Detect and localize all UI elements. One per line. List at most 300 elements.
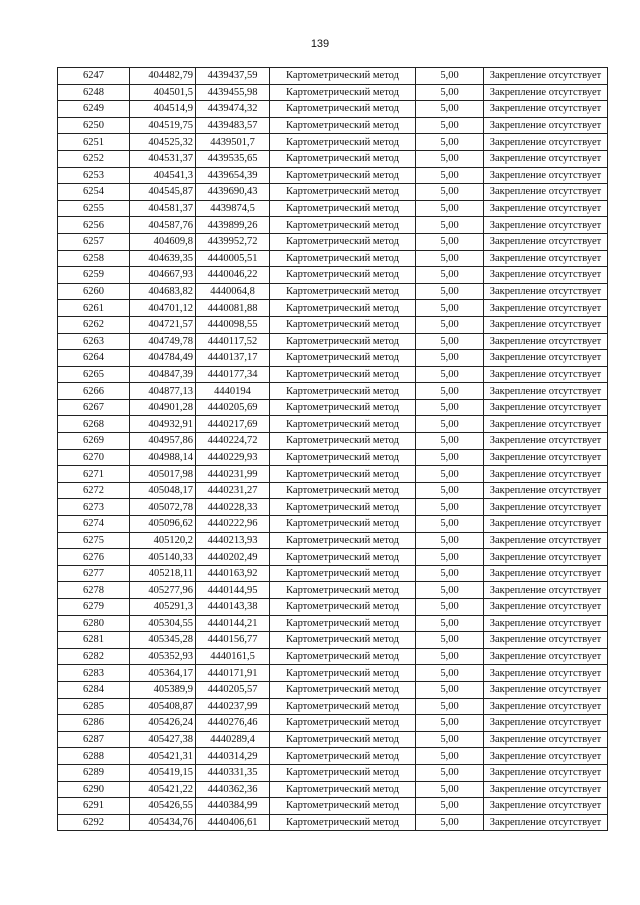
table-row bbox=[58, 764, 608, 781]
table-row bbox=[58, 217, 608, 234]
table-row bbox=[58, 549, 608, 566]
accuracy-cell: 5,00 bbox=[416, 300, 484, 317]
x-coordinate-cell: 405364,17 bbox=[130, 665, 196, 682]
method-cell: Картометрический метод bbox=[270, 665, 416, 682]
x-coordinate-cell: 405072,78 bbox=[130, 499, 196, 516]
accuracy-cell: 5,00 bbox=[416, 615, 484, 632]
y-coordinate-cell: 4440098,55 bbox=[196, 316, 270, 333]
point-number-cell: 6273 bbox=[58, 499, 130, 516]
method-cell: Картометрический метод bbox=[270, 715, 416, 732]
table-row bbox=[58, 350, 608, 367]
point-number-cell: 6276 bbox=[58, 549, 130, 566]
fixing-description-cell: Закрепление отсутствует bbox=[484, 217, 608, 234]
fixing-description-cell: Закрепление отсутствует bbox=[484, 350, 608, 367]
method-cell: Картометрический метод bbox=[270, 267, 416, 284]
method-cell: Картометрический метод bbox=[270, 615, 416, 632]
x-coordinate-cell: 404701,12 bbox=[130, 300, 196, 317]
x-coordinate-cell: 404519,75 bbox=[130, 117, 196, 134]
fixing-description-cell: Закрепление отсутствует bbox=[484, 681, 608, 698]
page-number: 139 bbox=[310, 38, 330, 50]
method-cell: Картометрический метод bbox=[270, 632, 416, 649]
fixing-description-cell: Закрепление отсутствует bbox=[484, 698, 608, 715]
x-coordinate-cell: 404988,14 bbox=[130, 449, 196, 466]
table-row bbox=[58, 814, 608, 831]
method-cell: Картометрический метод bbox=[270, 366, 416, 383]
table-row bbox=[58, 449, 608, 466]
table-row bbox=[58, 134, 608, 151]
accuracy-cell: 5,00 bbox=[416, 781, 484, 798]
point-number-cell: 6280 bbox=[58, 615, 130, 632]
accuracy-cell: 5,00 bbox=[416, 632, 484, 649]
y-coordinate-cell: 4439899,26 bbox=[196, 217, 270, 234]
method-cell: Картометрический метод bbox=[270, 565, 416, 582]
x-coordinate-cell: 404525,32 bbox=[130, 134, 196, 151]
y-coordinate-cell: 4439501,7 bbox=[196, 134, 270, 151]
fixing-description-cell: Закрепление отсутствует bbox=[484, 449, 608, 466]
accuracy-cell: 5,00 bbox=[416, 84, 484, 101]
table-row bbox=[58, 184, 608, 201]
method-cell: Картометрический метод bbox=[270, 68, 416, 85]
point-number-cell: 6248 bbox=[58, 84, 130, 101]
table-row bbox=[58, 632, 608, 649]
table-row bbox=[58, 416, 608, 433]
y-coordinate-cell: 4440144,21 bbox=[196, 615, 270, 632]
method-cell: Картометрический метод bbox=[270, 764, 416, 781]
fixing-description-cell: Закрепление отсутствует bbox=[484, 84, 608, 101]
x-coordinate-cell: 405389,9 bbox=[130, 681, 196, 698]
point-number-cell: 6260 bbox=[58, 283, 130, 300]
method-cell: Картометрический метод bbox=[270, 167, 416, 184]
method-cell: Картометрический метод bbox=[270, 416, 416, 433]
fixing-description-cell: Закрепление отсутствует bbox=[484, 632, 608, 649]
fixing-description-cell: Закрепление отсутствует bbox=[484, 233, 608, 250]
y-coordinate-cell: 4439952,72 bbox=[196, 233, 270, 250]
y-coordinate-cell: 4440213,93 bbox=[196, 532, 270, 549]
accuracy-cell: 5,00 bbox=[416, 582, 484, 599]
x-coordinate-cell: 404587,76 bbox=[130, 217, 196, 234]
fixing-description-cell: Закрепление отсутствует bbox=[484, 715, 608, 732]
point-number-cell: 6254 bbox=[58, 184, 130, 201]
point-number-cell: 6285 bbox=[58, 698, 130, 715]
y-coordinate-cell: 4440205,57 bbox=[196, 681, 270, 698]
accuracy-cell: 5,00 bbox=[416, 516, 484, 533]
point-number-cell: 6266 bbox=[58, 383, 130, 400]
table-row bbox=[58, 101, 608, 118]
point-number-cell: 6291 bbox=[58, 798, 130, 815]
fixing-description-cell: Закрепление отсутствует bbox=[484, 433, 608, 450]
fixing-description-cell: Закрепление отсутствует bbox=[484, 599, 608, 616]
table-row bbox=[58, 648, 608, 665]
table-row bbox=[58, 599, 608, 616]
table-row bbox=[58, 167, 608, 184]
y-coordinate-cell: 4440362,36 bbox=[196, 781, 270, 798]
accuracy-cell: 5,00 bbox=[416, 416, 484, 433]
fixing-description-cell: Закрепление отсутствует bbox=[484, 267, 608, 284]
method-cell: Картометрический метод bbox=[270, 466, 416, 483]
fixing-description-cell: Закрепление отсутствует bbox=[484, 200, 608, 217]
method-cell: Картометрический метод bbox=[270, 781, 416, 798]
fixing-description-cell: Закрепление отсутствует bbox=[484, 150, 608, 167]
method-cell: Картометрический метод bbox=[270, 117, 416, 134]
y-coordinate-cell: 4440229,93 bbox=[196, 449, 270, 466]
x-coordinate-cell: 404957,86 bbox=[130, 433, 196, 450]
y-coordinate-cell: 4440137,17 bbox=[196, 350, 270, 367]
method-cell: Картометрический метод bbox=[270, 482, 416, 499]
fixing-description-cell: Закрепление отсутствует bbox=[484, 300, 608, 317]
point-number-cell: 6262 bbox=[58, 316, 130, 333]
x-coordinate-cell: 405421,22 bbox=[130, 781, 196, 798]
point-number-cell: 6274 bbox=[58, 516, 130, 533]
fixing-description-cell: Закрепление отсутствует bbox=[484, 482, 608, 499]
x-coordinate-cell: 405017,98 bbox=[130, 466, 196, 483]
accuracy-cell: 5,00 bbox=[416, 466, 484, 483]
accuracy-cell: 5,00 bbox=[416, 399, 484, 416]
fixing-description-cell: Закрепление отсутствует bbox=[484, 781, 608, 798]
x-coordinate-cell: 404514,9 bbox=[130, 101, 196, 118]
x-coordinate-cell: 405140,33 bbox=[130, 549, 196, 566]
method-cell: Картометрический метод bbox=[270, 184, 416, 201]
method-cell: Картометрический метод bbox=[270, 798, 416, 815]
point-number-cell: 6261 bbox=[58, 300, 130, 317]
y-coordinate-cell: 4440289,4 bbox=[196, 731, 270, 748]
table-row bbox=[58, 748, 608, 765]
accuracy-cell: 5,00 bbox=[416, 283, 484, 300]
table-row bbox=[58, 267, 608, 284]
table-row bbox=[58, 117, 608, 134]
x-coordinate-cell: 404749,78 bbox=[130, 333, 196, 350]
fixing-description-cell: Закрепление отсутствует bbox=[484, 764, 608, 781]
y-coordinate-cell: 4440064,8 bbox=[196, 283, 270, 300]
fixing-description-cell: Закрепление отсутствует bbox=[484, 499, 608, 516]
fixing-description-cell: Закрепление отсутствует bbox=[484, 399, 608, 416]
y-coordinate-cell: 4439455,98 bbox=[196, 84, 270, 101]
fixing-description-cell: Закрепление отсутствует bbox=[484, 250, 608, 267]
coordinates-table bbox=[57, 67, 608, 831]
y-coordinate-cell: 4440276,46 bbox=[196, 715, 270, 732]
x-coordinate-cell: 404683,82 bbox=[130, 283, 196, 300]
point-number-cell: 6249 bbox=[58, 101, 130, 118]
method-cell: Картометрический метод bbox=[270, 316, 416, 333]
y-coordinate-cell: 4440005,51 bbox=[196, 250, 270, 267]
x-coordinate-cell: 405408,87 bbox=[130, 698, 196, 715]
x-coordinate-cell: 404847,39 bbox=[130, 366, 196, 383]
x-coordinate-cell: 405218,11 bbox=[130, 565, 196, 582]
x-coordinate-cell: 404877,13 bbox=[130, 383, 196, 400]
y-coordinate-cell: 4440231,27 bbox=[196, 482, 270, 499]
point-number-cell: 6275 bbox=[58, 532, 130, 549]
table-row bbox=[58, 565, 608, 582]
point-number-cell: 6283 bbox=[58, 665, 130, 682]
method-cell: Картометрический метод bbox=[270, 516, 416, 533]
accuracy-cell: 5,00 bbox=[416, 383, 484, 400]
y-coordinate-cell: 4439535,65 bbox=[196, 150, 270, 167]
y-coordinate-cell: 4439874,5 bbox=[196, 200, 270, 217]
method-cell: Картометрический метод bbox=[270, 681, 416, 698]
x-coordinate-cell: 404482,79 bbox=[130, 68, 196, 85]
table-row bbox=[58, 399, 608, 416]
method-cell: Картометрический метод bbox=[270, 283, 416, 300]
accuracy-cell: 5,00 bbox=[416, 499, 484, 516]
method-cell: Картометрический метод bbox=[270, 814, 416, 831]
point-number-cell: 6251 bbox=[58, 134, 130, 151]
x-coordinate-cell: 405120,2 bbox=[130, 532, 196, 549]
y-coordinate-cell: 4440331,35 bbox=[196, 764, 270, 781]
method-cell: Картометрический метод bbox=[270, 549, 416, 566]
fixing-description-cell: Закрепление отсутствует bbox=[484, 316, 608, 333]
point-number-cell: 6256 bbox=[58, 217, 130, 234]
method-cell: Картометрический метод bbox=[270, 250, 416, 267]
fixing-description-cell: Закрепление отсутствует bbox=[484, 333, 608, 350]
x-coordinate-cell: 405277,96 bbox=[130, 582, 196, 599]
accuracy-cell: 5,00 bbox=[416, 599, 484, 616]
table-row bbox=[58, 582, 608, 599]
method-cell: Картометрический метод bbox=[270, 698, 416, 715]
x-coordinate-cell: 405421,31 bbox=[130, 748, 196, 765]
method-cell: Картометрический метод bbox=[270, 383, 416, 400]
method-cell: Картометрический метод bbox=[270, 350, 416, 367]
x-coordinate-cell: 405304,55 bbox=[130, 615, 196, 632]
method-cell: Картометрический метод bbox=[270, 499, 416, 516]
method-cell: Картометрический метод bbox=[270, 333, 416, 350]
table-row bbox=[58, 333, 608, 350]
x-coordinate-cell: 404501,5 bbox=[130, 84, 196, 101]
fixing-description-cell: Закрепление отсутствует bbox=[484, 748, 608, 765]
point-number-cell: 6265 bbox=[58, 366, 130, 383]
y-coordinate-cell: 4440194 bbox=[196, 383, 270, 400]
point-number-cell: 6279 bbox=[58, 599, 130, 616]
y-coordinate-cell: 4440081,88 bbox=[196, 300, 270, 317]
accuracy-cell: 5,00 bbox=[416, 565, 484, 582]
y-coordinate-cell: 4439690,43 bbox=[196, 184, 270, 201]
x-coordinate-cell: 405352,93 bbox=[130, 648, 196, 665]
accuracy-cell: 5,00 bbox=[416, 68, 484, 85]
method-cell: Картометрический метод bbox=[270, 200, 416, 217]
y-coordinate-cell: 4440224,72 bbox=[196, 433, 270, 450]
y-coordinate-cell: 4440117,52 bbox=[196, 333, 270, 350]
point-number-cell: 6277 bbox=[58, 565, 130, 582]
point-number-cell: 6247 bbox=[58, 68, 130, 85]
y-coordinate-cell: 4440205,69 bbox=[196, 399, 270, 416]
method-cell: Картометрический метод bbox=[270, 748, 416, 765]
point-number-cell: 6269 bbox=[58, 433, 130, 450]
accuracy-cell: 5,00 bbox=[416, 698, 484, 715]
method-cell: Картометрический метод bbox=[270, 233, 416, 250]
accuracy-cell: 5,00 bbox=[416, 549, 484, 566]
accuracy-cell: 5,00 bbox=[416, 482, 484, 499]
point-number-cell: 6264 bbox=[58, 350, 130, 367]
fixing-description-cell: Закрепление отсутствует bbox=[484, 814, 608, 831]
x-coordinate-cell: 404609,8 bbox=[130, 233, 196, 250]
fixing-description-cell: Закрепление отсутствует bbox=[484, 134, 608, 151]
y-coordinate-cell: 4439437,59 bbox=[196, 68, 270, 85]
point-number-cell: 6268 bbox=[58, 416, 130, 433]
table-row bbox=[58, 68, 608, 85]
x-coordinate-cell: 404721,57 bbox=[130, 316, 196, 333]
fixing-description-cell: Закрепление отсутствует bbox=[484, 565, 608, 582]
point-number-cell: 6290 bbox=[58, 781, 130, 798]
table-row bbox=[58, 316, 608, 333]
point-number-cell: 6286 bbox=[58, 715, 130, 732]
fixing-description-cell: Закрепление отсутствует bbox=[484, 665, 608, 682]
table-row bbox=[58, 798, 608, 815]
accuracy-cell: 5,00 bbox=[416, 665, 484, 682]
table-row bbox=[58, 781, 608, 798]
x-coordinate-cell: 404581,37 bbox=[130, 200, 196, 217]
accuracy-cell: 5,00 bbox=[416, 648, 484, 665]
table-row bbox=[58, 433, 608, 450]
x-coordinate-cell: 405048,17 bbox=[130, 482, 196, 499]
table-row bbox=[58, 731, 608, 748]
y-coordinate-cell: 4440217,69 bbox=[196, 416, 270, 433]
x-coordinate-cell: 405426,55 bbox=[130, 798, 196, 815]
accuracy-cell: 5,00 bbox=[416, 798, 484, 815]
y-coordinate-cell: 4440237,99 bbox=[196, 698, 270, 715]
x-coordinate-cell: 404541,3 bbox=[130, 167, 196, 184]
fixing-description-cell: Закрепление отсутствует bbox=[484, 184, 608, 201]
x-coordinate-cell: 404545,87 bbox=[130, 184, 196, 201]
table-row bbox=[58, 200, 608, 217]
fixing-description-cell: Закрепление отсутствует bbox=[484, 532, 608, 549]
table-row bbox=[58, 715, 608, 732]
point-number-cell: 6255 bbox=[58, 200, 130, 217]
method-cell: Картометрический метод bbox=[270, 399, 416, 416]
point-number-cell: 6289 bbox=[58, 764, 130, 781]
x-coordinate-cell: 404531,37 bbox=[130, 150, 196, 167]
method-cell: Картометрический метод bbox=[270, 150, 416, 167]
fixing-description-cell: Закрепление отсутствует bbox=[484, 383, 608, 400]
table-row bbox=[58, 383, 608, 400]
method-cell: Картометрический метод bbox=[270, 134, 416, 151]
y-coordinate-cell: 4440202,49 bbox=[196, 549, 270, 566]
method-cell: Картометрический метод bbox=[270, 84, 416, 101]
fixing-description-cell: Закрепление отсутствует bbox=[484, 416, 608, 433]
x-coordinate-cell: 404901,28 bbox=[130, 399, 196, 416]
y-coordinate-cell: 4439483,57 bbox=[196, 117, 270, 134]
point-number-cell: 6258 bbox=[58, 250, 130, 267]
accuracy-cell: 5,00 bbox=[416, 117, 484, 134]
y-coordinate-cell: 4440406,61 bbox=[196, 814, 270, 831]
accuracy-cell: 5,00 bbox=[416, 715, 484, 732]
y-coordinate-cell: 4440163,92 bbox=[196, 565, 270, 582]
table-row bbox=[58, 300, 608, 317]
accuracy-cell: 5,00 bbox=[416, 217, 484, 234]
point-number-cell: 6270 bbox=[58, 449, 130, 466]
fixing-description-cell: Закрепление отсутствует bbox=[484, 731, 608, 748]
x-coordinate-cell: 404932,91 bbox=[130, 416, 196, 433]
y-coordinate-cell: 4439654,39 bbox=[196, 167, 270, 184]
accuracy-cell: 5,00 bbox=[416, 250, 484, 267]
point-number-cell: 6252 bbox=[58, 150, 130, 167]
y-coordinate-cell: 4440231,99 bbox=[196, 466, 270, 483]
accuracy-cell: 5,00 bbox=[416, 184, 484, 201]
y-coordinate-cell: 4440177,34 bbox=[196, 366, 270, 383]
table-row bbox=[58, 499, 608, 516]
point-number-cell: 6267 bbox=[58, 399, 130, 416]
accuracy-cell: 5,00 bbox=[416, 748, 484, 765]
table-row bbox=[58, 84, 608, 101]
x-coordinate-cell: 404639,35 bbox=[130, 250, 196, 267]
fixing-description-cell: Закрепление отсутствует bbox=[484, 101, 608, 118]
y-coordinate-cell: 4440171,91 bbox=[196, 665, 270, 682]
table-body bbox=[58, 68, 608, 831]
y-coordinate-cell: 4440314,29 bbox=[196, 748, 270, 765]
accuracy-cell: 5,00 bbox=[416, 449, 484, 466]
fixing-description-cell: Закрепление отсутствует bbox=[484, 582, 608, 599]
table-row bbox=[58, 233, 608, 250]
accuracy-cell: 5,00 bbox=[416, 150, 484, 167]
accuracy-cell: 5,00 bbox=[416, 731, 484, 748]
method-cell: Картометрический метод bbox=[270, 300, 416, 317]
point-number-cell: 6263 bbox=[58, 333, 130, 350]
table-row bbox=[58, 665, 608, 682]
accuracy-cell: 5,00 bbox=[416, 814, 484, 831]
point-number-cell: 6278 bbox=[58, 582, 130, 599]
point-number-cell: 6292 bbox=[58, 814, 130, 831]
table-row bbox=[58, 681, 608, 698]
x-coordinate-cell: 405426,24 bbox=[130, 715, 196, 732]
method-cell: Картометрический метод bbox=[270, 449, 416, 466]
fixing-description-cell: Закрепление отсутствует bbox=[484, 68, 608, 85]
accuracy-cell: 5,00 bbox=[416, 764, 484, 781]
table-row bbox=[58, 698, 608, 715]
y-coordinate-cell: 4440228,33 bbox=[196, 499, 270, 516]
table-row bbox=[58, 466, 608, 483]
accuracy-cell: 5,00 bbox=[416, 267, 484, 284]
x-coordinate-cell: 405419,15 bbox=[130, 764, 196, 781]
y-coordinate-cell: 4440156,77 bbox=[196, 632, 270, 649]
fixing-description-cell: Закрепление отсутствует bbox=[484, 516, 608, 533]
accuracy-cell: 5,00 bbox=[416, 167, 484, 184]
accuracy-cell: 5,00 bbox=[416, 681, 484, 698]
y-coordinate-cell: 4440143,38 bbox=[196, 599, 270, 616]
y-coordinate-cell: 4440046,22 bbox=[196, 267, 270, 284]
method-cell: Картометрический метод bbox=[270, 433, 416, 450]
y-coordinate-cell: 4440384,99 bbox=[196, 798, 270, 815]
accuracy-cell: 5,00 bbox=[416, 233, 484, 250]
accuracy-cell: 5,00 bbox=[416, 333, 484, 350]
x-coordinate-cell: 405434,76 bbox=[130, 814, 196, 831]
point-number-cell: 6259 bbox=[58, 267, 130, 284]
y-coordinate-cell: 4440161,5 bbox=[196, 648, 270, 665]
x-coordinate-cell: 405096,62 bbox=[130, 516, 196, 533]
table-row bbox=[58, 615, 608, 632]
accuracy-cell: 5,00 bbox=[416, 316, 484, 333]
fixing-description-cell: Закрепление отсутствует bbox=[484, 798, 608, 815]
fixing-description-cell: Закрепление отсутствует bbox=[484, 615, 608, 632]
point-number-cell: 6287 bbox=[58, 731, 130, 748]
x-coordinate-cell: 404784,49 bbox=[130, 350, 196, 367]
accuracy-cell: 5,00 bbox=[416, 366, 484, 383]
table-row bbox=[58, 150, 608, 167]
accuracy-cell: 5,00 bbox=[416, 134, 484, 151]
accuracy-cell: 5,00 bbox=[416, 433, 484, 450]
x-coordinate-cell: 405291,3 bbox=[130, 599, 196, 616]
table-row bbox=[58, 283, 608, 300]
point-number-cell: 6253 bbox=[58, 167, 130, 184]
table-row bbox=[58, 482, 608, 499]
method-cell: Картометрический метод bbox=[270, 648, 416, 665]
fixing-description-cell: Закрепление отсутствует bbox=[484, 366, 608, 383]
table-row bbox=[58, 250, 608, 267]
point-number-cell: 6271 bbox=[58, 466, 130, 483]
method-cell: Картометрический метод bbox=[270, 532, 416, 549]
fixing-description-cell: Закрепление отсутствует bbox=[484, 549, 608, 566]
y-coordinate-cell: 4440222,96 bbox=[196, 516, 270, 533]
point-number-cell: 6282 bbox=[58, 648, 130, 665]
table-row bbox=[58, 532, 608, 549]
accuracy-cell: 5,00 bbox=[416, 532, 484, 549]
fixing-description-cell: Закрепление отсутствует bbox=[484, 167, 608, 184]
